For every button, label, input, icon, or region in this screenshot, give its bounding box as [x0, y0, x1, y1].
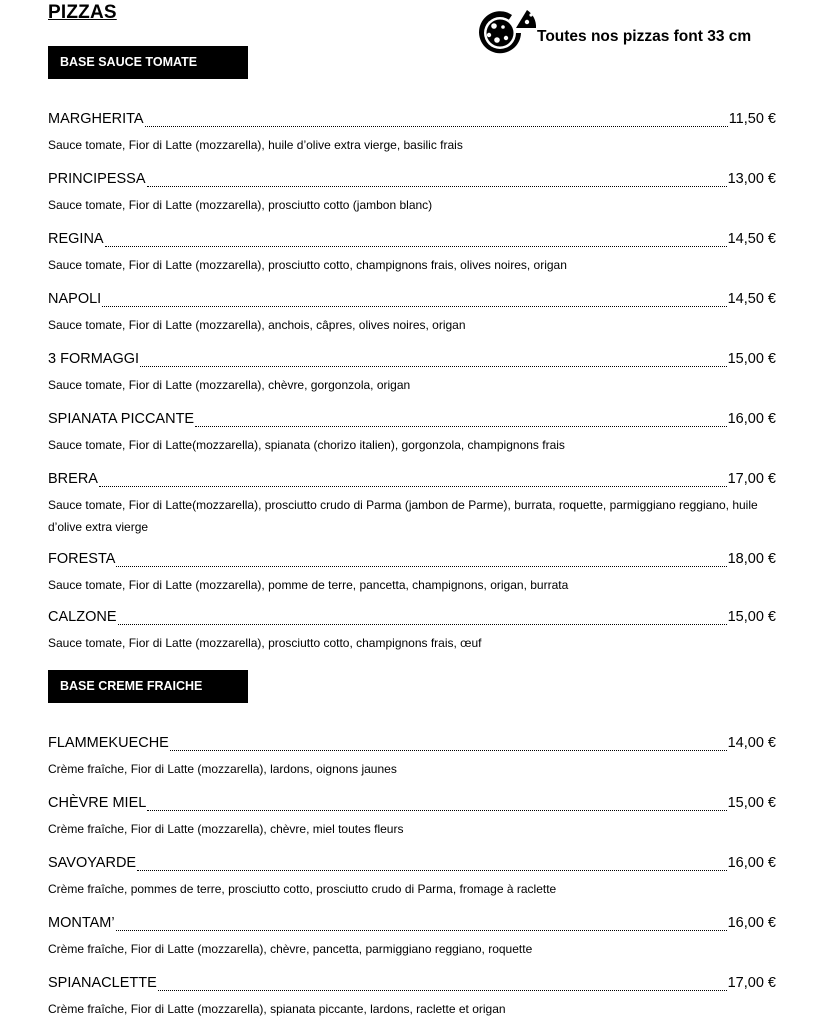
menu-item [48, 411, 776, 456]
dot-leader [170, 738, 727, 751]
section-header-base-creme-fraiche: BASE CREME FRAICHE [48, 670, 248, 703]
item-name: CHÈVRE MIEL [48, 795, 147, 811]
item-price: 16,00 € [727, 411, 776, 427]
dot-leader [118, 612, 727, 625]
item-price: 14,50 € [727, 291, 776, 307]
dot-leader [158, 978, 727, 991]
item-price: 17,00 € [727, 471, 776, 487]
dot-leader [99, 474, 727, 487]
menu-item [48, 609, 776, 654]
item-name: 3 FORMAGGI [48, 351, 140, 367]
dot-leader [140, 354, 727, 367]
item-price: 16,00 € [727, 855, 776, 871]
pizza-icon [470, 2, 542, 64]
dot-leader [147, 798, 726, 811]
item-name: SAVOYARDE [48, 855, 137, 871]
item-price: 14,50 € [727, 231, 776, 247]
item-price: 15,00 € [727, 609, 776, 625]
dot-leader [195, 414, 727, 427]
dot-leader [147, 174, 727, 187]
dot-leader [145, 114, 728, 127]
dot-leader [102, 294, 726, 307]
item-description: Sauce tomate, Fior di Latte (mozzarella), anchois, câpres, olives noires, origan [48, 318, 466, 332]
menu-item [48, 915, 776, 960]
item-price: 17,00 € [727, 975, 776, 991]
item-description: Crème fraîche, Fior di Latte (mozzarella), chèvre, miel toutes fleurs [48, 822, 404, 836]
dot-leader [137, 858, 727, 871]
page-title: PIZZAS [48, 2, 117, 23]
item-name: MARGHERITA [48, 111, 144, 127]
item-name: CALZONE [48, 609, 117, 625]
item-price: 11,50 € [728, 111, 776, 127]
item-name: NAPOLI [48, 291, 102, 307]
menu-item [48, 975, 776, 1020]
section-header-base-sauce-tomate: BASE SAUCE TOMATE [48, 46, 248, 79]
item-description: Sauce tomate, Fior di Latte (mozzarella), pomme de terre, pancetta, champignons, origan, burrata [48, 578, 569, 592]
pizza-size-note: Toutes nos pizzas font 33 cm [537, 28, 752, 45]
menu-item [48, 855, 776, 900]
item-description: Crème fraîche, pommes de terre, prosciutto cotto, prosciutto crudo di Parma, fromage à raclette [48, 882, 557, 896]
item-name: PRINCIPESSA [48, 171, 146, 187]
item-name: BRERA [48, 471, 98, 487]
menu-item [48, 795, 776, 840]
item-description: Sauce tomate, Fior di Latte (mozzarella), prosciutto cotto, champignons frais, olives noires, origan [48, 258, 567, 272]
item-price: 15,00 € [727, 795, 776, 811]
item-price: 16,00 € [727, 915, 776, 931]
menu-item [48, 471, 776, 538]
dot-leader [116, 918, 727, 931]
dot-leader [116, 554, 726, 567]
item-price: 13,00 € [727, 171, 776, 187]
menu-item [48, 231, 776, 276]
item-name: SPIANATA PICCANTE [48, 411, 195, 427]
item-name: FORESTA [48, 551, 116, 567]
item-description: Sauce tomate, Fior di Latte (mozzarella), chèvre, gorgonzola, origan [48, 378, 411, 392]
item-description: Sauce tomate, Fior di Latte(mozzarella), spianata (chorizo italien), gorgonzola, champignons frais [48, 438, 565, 452]
item-description: Sauce tomate, Fior di Latte (mozzarella), huile d’olive extra vierge, basilic frais [48, 138, 463, 152]
item-description: Crème fraîche, Fior di Latte (mozzarella), lardons, oignons jaunes [48, 762, 397, 776]
item-description: Sauce tomate, Fior di Latte (mozzarella), prosciutto cotto, champignons frais, œuf [48, 636, 482, 650]
menu-item [48, 171, 776, 216]
item-description: Sauce tomate, Fior di Latte (mozzarella), prosciutto cotto (jambon blanc) [48, 198, 433, 212]
item-price: 18,00 € [727, 551, 776, 567]
item-name: MONTAM’ [48, 915, 115, 931]
dot-leader [105, 234, 727, 247]
menu-item [48, 551, 776, 596]
item-price: 14,00 € [727, 735, 776, 751]
item-name: FLAMMEKUECHE [48, 735, 169, 751]
item-description: Sauce tomate, Fior di Latte(mozzarella), prosciutto crudo di Parma (jambon de Parme), burrata, roquette, parmiggiano reggiano, huile d’olive extra vierge [48, 498, 758, 534]
item-price: 15,00 € [727, 351, 776, 367]
menu-item [48, 735, 776, 780]
menu-item [48, 111, 776, 156]
item-description: Crème fraîche, Fior di Latte (mozzarella), chèvre, pancetta, parmiggiano reggiano, roquette [48, 942, 533, 956]
item-description: Crème fraîche, Fior di Latte (mozzarella), spianata piccante, lardons, raclette et origan [48, 1002, 506, 1016]
menu-item [48, 351, 776, 396]
item-name: SPIANACLETTE [48, 975, 157, 991]
menu-item [48, 291, 776, 336]
item-name: REGINA [48, 231, 104, 247]
